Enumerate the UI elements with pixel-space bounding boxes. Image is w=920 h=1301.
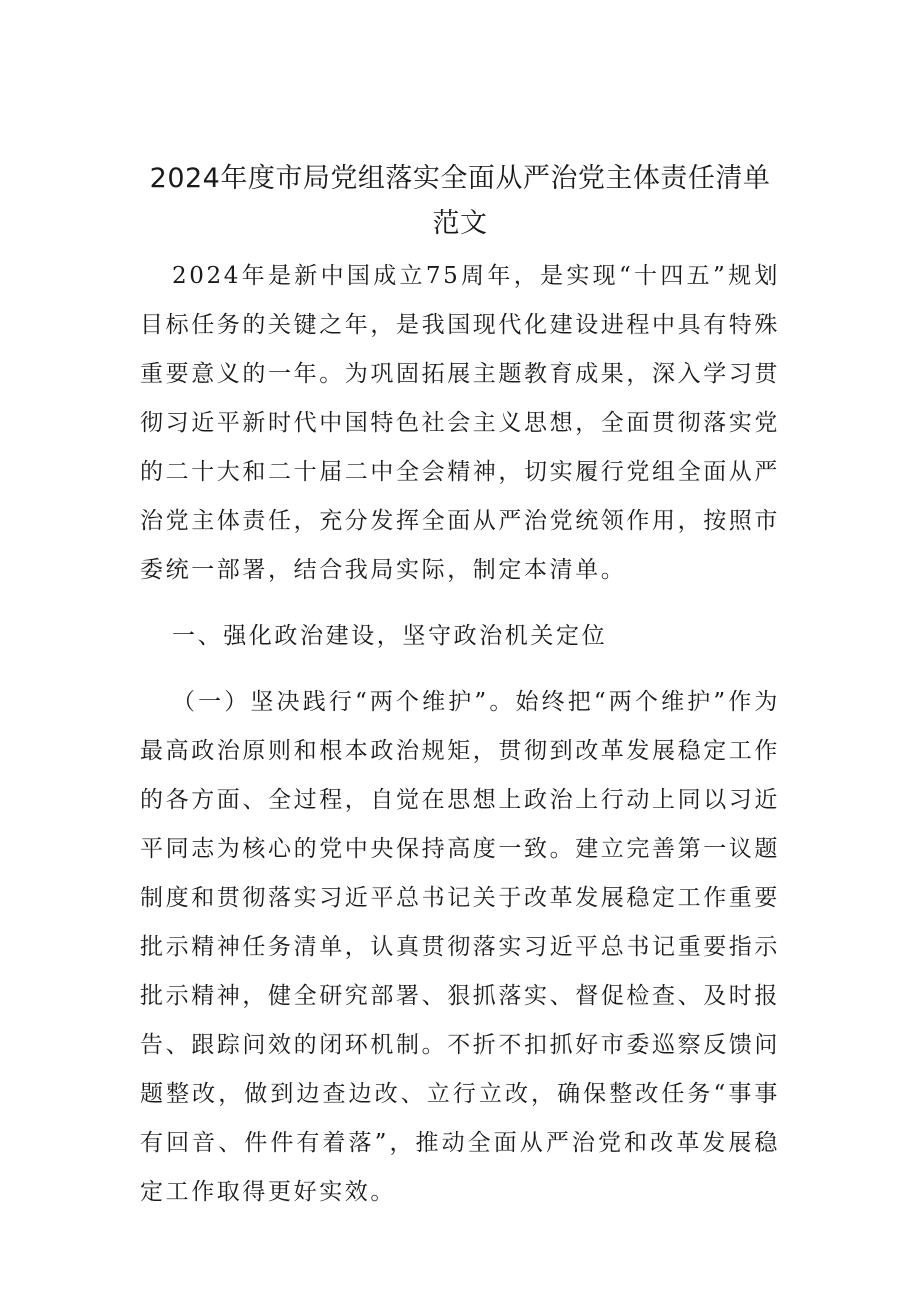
section-1-paragraph-1: （一）坚决践行“两个维护”。始终把“两个维护”作为最高政治原则和根本政治规矩，贯彻到改革发展稳定工作的各方面、全过程，自觉在思想上政治上行动上同以习近平同志为核心的党中央保持高度一致。建立完善第一议题制度和贯彻落实习近平总书记关于改革发展稳定工作重要批示精神任务清单，认真贯彻落实习近平总书记重要指示批示精神，健全研究部署、狠抓落实、督促检查、及时报告、跟踪问效的闭环机制。不折不扣抓好市委巡察反馈问题整改，做到边查边改、立行立改，确保整改任务“事事有回音、件件有着落”，推动全面从严治党和改革发展稳定工作取得更好实效。: [140, 689, 780, 1205]
document-title-line-2: 范文: [432, 208, 488, 240]
document-title-line-1: 2024年度市局党组落实全面从严治党主体责任清单: [149, 163, 771, 195]
document-title: [0, 156, 920, 246]
section-heading-1: 一、强化政治建设，坚守政治机关定位: [172, 623, 608, 649]
intro-paragraph: 2024年是新中国成立75周年，是实现“十四五”规划目标任务的关键之年，是我国现代化建设进程中具有特殊重要意义的一年。为巩固拓展主题教育成果，深入学习贯彻习近平新时代中国特色社会主义思想，全面贯彻落实党的二十大和二十届二中全会精神，切实履行党组全面从严治党主体责任，充分发挥全面从严治党统领作用，按照市委统一部署，结合我局实际，制定本清单。: [140, 263, 780, 583]
